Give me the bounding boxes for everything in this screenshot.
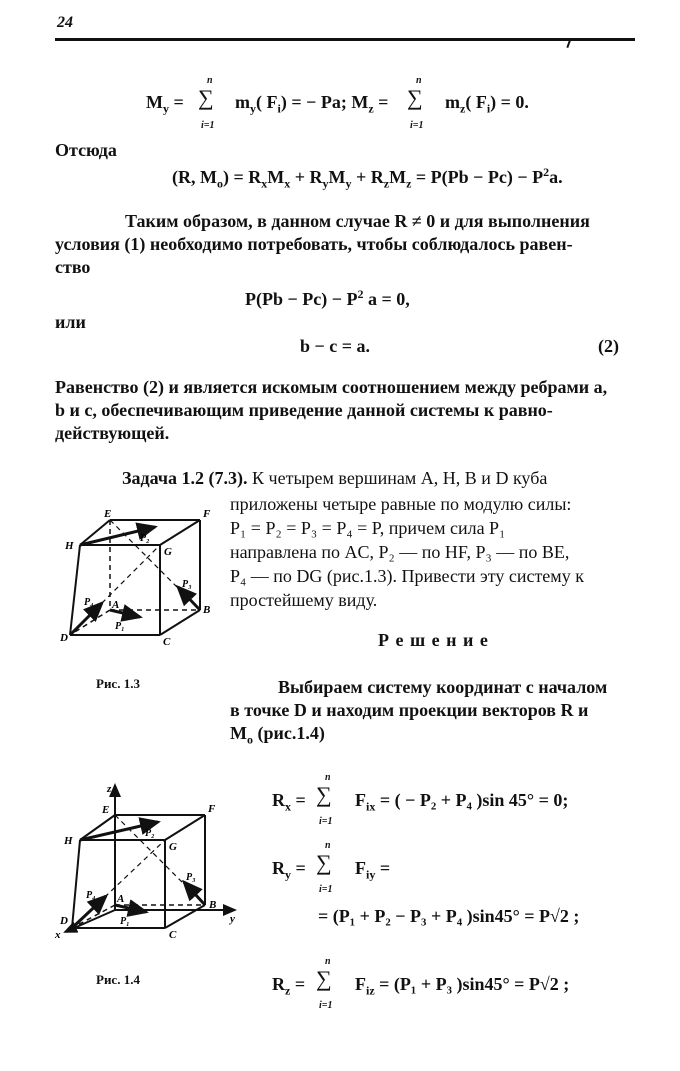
figure-1-4-caption: Рис. 1.4 xyxy=(96,972,140,987)
label-p1: P₁ xyxy=(115,621,125,632)
sum1-bottom: i=1 xyxy=(201,120,215,131)
solution-heading: Р е ш е н и е xyxy=(378,630,489,650)
label-h-2: H xyxy=(64,835,73,847)
equation-scalar-product: (R, $M_o) = R_xM_x + R_yM_y + R_zM_z = P(Pb - Pc) - P^2a$. xyxy=(172,165,563,191)
task-line4: направлена по AC, P₂ — по HF, P₃ — по BE, xyxy=(230,542,570,562)
label-a-2: A xyxy=(117,893,125,905)
label-p1-2: P₁ xyxy=(120,916,130,927)
label-e-2: E xyxy=(102,804,110,816)
rx-sum-top: n xyxy=(325,772,331,783)
label-e: E xyxy=(104,508,112,520)
figure-cube-1-4 xyxy=(50,780,240,940)
solution-line1: Выбираем систему координат с началом xyxy=(278,677,608,697)
equation-simple: b − c = a. xyxy=(300,336,371,356)
mz-value: ) = 0. xyxy=(490,92,529,112)
label-b-2: B xyxy=(209,899,217,911)
sum1-top: n xyxy=(207,75,213,86)
label-g: G xyxy=(164,546,172,558)
label-p2-2: P₂ xyxy=(145,828,155,839)
ry-sum-bottom: i=1 xyxy=(319,884,333,895)
rz-sum-bottom: i=1 xyxy=(319,1000,333,1011)
rx-sigma: ∑ xyxy=(316,782,332,807)
my-term-sub: y xyxy=(250,101,256,116)
mz-rest: ( F xyxy=(465,92,487,112)
label-p4: P₄ xyxy=(84,597,94,608)
my-equals: = xyxy=(173,92,184,112)
mz-sub: z xyxy=(368,101,374,116)
my-rest-sub: i xyxy=(277,101,281,116)
force-p3-arrow-2 xyxy=(184,882,205,905)
label-x: x xyxy=(55,929,61,940)
label-d: D xyxy=(60,632,68,644)
mz-rest-sub: i xyxy=(486,101,491,116)
ry-sigma: ∑ xyxy=(316,850,332,875)
rx-sum-bottom: i=1 xyxy=(319,816,333,827)
label-g-2: G xyxy=(169,841,177,853)
my-sub: y xyxy=(163,101,169,116)
ry-continuation: = (P₁ + P₂ − P₃ + P₄ )sin45° = P√2 ; xyxy=(318,906,580,926)
paragraph2-line2: b и c, обеспечивающим приведение данной системы к равно- xyxy=(55,400,553,420)
paragraph1-line1: Таким образом, в данном случае R ≠ 0 и для выполнения xyxy=(125,211,590,231)
book-page: 24 $M_y$ = n ∑ i=1 $m_y$( $F_i$) = − Pa; $M_z$ = n ∑ i=1 $m_z$( $F_i) = 0$. Отсюда (R, $M_o) = R_xM_x + R_yM_y + R_zM_z = P(Pb - Pc) - P^2a$. Таким образом, в данном случае R ≠ 0 и для выполнения условия (1) необходимо потребовать, чтобы соблюдалось равен- ство $P(Pb - Pc) - P^2$ a = 0, или b − c = a. (2) Равенство (2) и является искомым соотношением между ребрами a, b и c, обеспечивающим приведение данной системы к равно- действующей. Задача 1.2 (7.3). К четырем вершинам A, H, B и D куба приложены четыре равные по модулю силы: P₁ = P₂ = P₃ = P₄ = P, причем сила P₁ направлена по AC, P₂ — по HF, P₃ — по BE, P₄ — по DG (рис.1.3). Привести эту систему к простейшему виду. Р е ш е н и е E F H G A B D C P₂ P₄ P₁ P₃ Рис. 1.3 Выбираем систему координат с началом в точке D и находим проекции векторов R и $M_o$ (рис.1.4) z E F H G A B D x y C P₂ P₄ P₁ P₃ Рис. 1.4 $R_x$ = n ∑ i=1 $F_{ix}$ = ( − P₂ + P₄ )sin 45° = 0; $R_y$ = n ∑ i=1 $F_{iy}$ = = (P₁ + P₂ − P₃ + P₄ )sin45° = P√2 ; $R_z$ = n ∑ i=1 $F_{iz} = (P_1 + P_3$ )sin45° = P√2 ; xyxy=(0,0,680,1071)
label-a: A xyxy=(112,599,120,611)
header-rule xyxy=(55,38,635,41)
task-line2: приложены четыре равные по модулю силы: xyxy=(230,494,572,514)
otsyuda-word: Отсюда xyxy=(55,140,117,160)
page-number: 24 xyxy=(57,14,73,31)
paragraph1-line3: ство xyxy=(55,257,91,277)
ry-sum-top: n xyxy=(325,840,331,851)
label-z: z xyxy=(107,783,112,795)
sum2-bottom: i=1 xyxy=(410,120,424,131)
label-p3-2: P₃ xyxy=(186,872,196,883)
figure-cube-1-3 xyxy=(60,505,220,645)
task-first-line xyxy=(122,468,547,489)
label-d-2: D xyxy=(60,915,68,927)
sum2-sigma: ∑ xyxy=(407,85,423,110)
task-line5: P₄ — по DG (рис.1.3). Привести эту систему к xyxy=(230,566,584,586)
mz-term-sub: z xyxy=(460,101,466,116)
label-c: C xyxy=(163,636,171,645)
label-b: B xyxy=(203,604,211,616)
equation-condition: $P(Pb - Pc) - P^2$ a = 0, xyxy=(245,287,410,309)
task-title: Задача 1.2 (7.3). xyxy=(122,468,248,488)
mz-equals: = xyxy=(378,92,389,112)
rz-sum-top: n xyxy=(325,956,331,967)
label-h: H xyxy=(65,540,74,552)
force-p1-arrow xyxy=(110,610,140,617)
task-line1: К четырем вершинам A, H, B и D куба xyxy=(247,468,548,488)
sum1-sigma: ∑ xyxy=(198,85,214,110)
mz-term: m xyxy=(445,92,460,112)
paragraph2-line1: Равенство (2) и является искомым соотношением между ребрами a, xyxy=(55,377,608,397)
paragraph1-line2: условия (1) необходимо потребовать, чтобы соблюдалось равен- xyxy=(55,234,573,254)
rz-sigma: ∑ xyxy=(316,966,332,991)
paragraph2-line3: действующей. xyxy=(55,423,170,443)
label-f: F xyxy=(203,508,211,520)
task-line3: P₁ = P₂ = P₃ = P₄ = P, причем сила P₁ xyxy=(230,518,506,538)
label-y: y xyxy=(230,913,235,925)
my-value: ) = − Pa; M xyxy=(280,92,369,112)
task-line6: простейшему виду. xyxy=(230,590,378,610)
my-symbol: M xyxy=(146,92,163,112)
label-f-2: F xyxy=(208,803,216,815)
my-term: m xyxy=(235,92,250,112)
figure-1-3-caption: Рис. 1.3 xyxy=(96,676,140,691)
solution-line3: $M_o$ (рис.1.4) xyxy=(230,723,325,747)
label-p2: P₂ xyxy=(140,533,150,544)
label-p4-2: P₄ xyxy=(86,890,96,901)
my-rest: ( F xyxy=(256,92,278,112)
force-p3-arrow xyxy=(178,587,200,610)
label-c-2: C xyxy=(169,929,177,940)
label-p3: P₃ xyxy=(182,579,192,590)
sum2-top: n xyxy=(416,75,422,86)
solution-line2: в точке D и находим проекции векторов R и xyxy=(230,700,589,720)
equation-number: (2) xyxy=(598,336,619,356)
ili-word: или xyxy=(55,312,86,332)
